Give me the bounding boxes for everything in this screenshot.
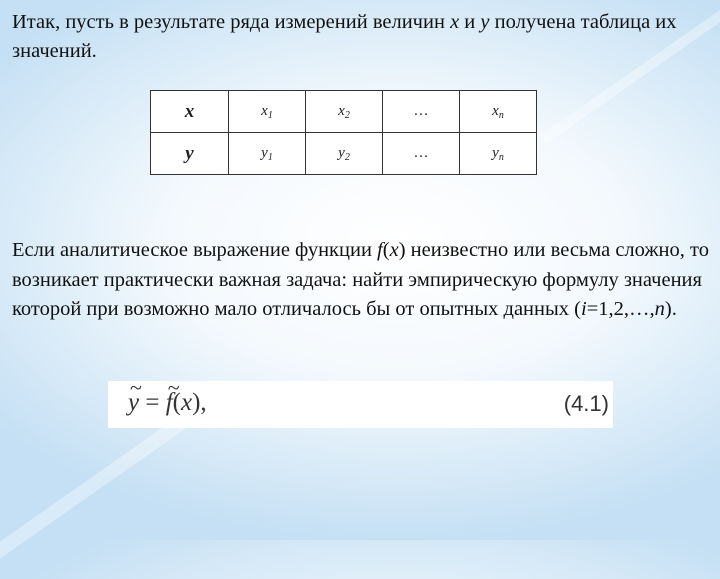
cell-xn: $x_n$ [460,91,537,133]
variable-x: x [389,239,399,261]
cell-x1: $x_1$ [229,91,306,133]
index-n: n [654,298,665,320]
formula [128,389,207,417]
formula-f-tilde: ~ f [166,389,173,417]
formula-y-tilde: ~ y [128,389,139,417]
table-row-y [151,133,537,175]
row-header-x: x [151,91,229,133]
paragraph-part: =1,2,…, [586,298,655,320]
intro-part: и [459,11,481,33]
table-row-x [151,91,537,133]
cell-ellipsis: … [383,91,460,133]
formula-equals: = [139,389,166,416]
body-paragraph [12,236,712,325]
function-f: f [377,239,383,261]
cell-y2: $y_2$ [306,133,383,175]
intro-part: получена таблица их значений. [12,11,677,62]
formula-paren: ), [192,389,207,416]
row-header-y: y [151,133,229,175]
paragraph-part: Если аналитическое выражение функции [12,239,378,261]
cell-x2: $x_2$ [306,91,383,133]
formula-x: x [181,389,193,416]
paragraph-part: ( [382,239,390,261]
cell-ellipsis: … [383,133,460,175]
formula-number: (4.1) [563,391,609,416]
paragraph-part: ) неизвестно или весьма сложно, то возникает практически важная задача: найти эмпирическую формулу значения которой при возможно мало отличалось бы от опытных данных ( [12,239,709,320]
index-i: i [580,298,587,320]
values-table [150,90,537,175]
cell-yn: $y_n$ [460,133,537,175]
variable-x: x [450,11,460,33]
formula-paren: ( [172,389,181,416]
formula-box [108,381,613,428]
intro-part: Итак, пусть в результате ряда измерений величин [12,11,451,33]
intro-text [12,8,702,66]
cell-y1: $y_1$ [229,133,306,175]
variable-y: y [480,11,490,33]
paragraph-part: ). [664,298,677,320]
